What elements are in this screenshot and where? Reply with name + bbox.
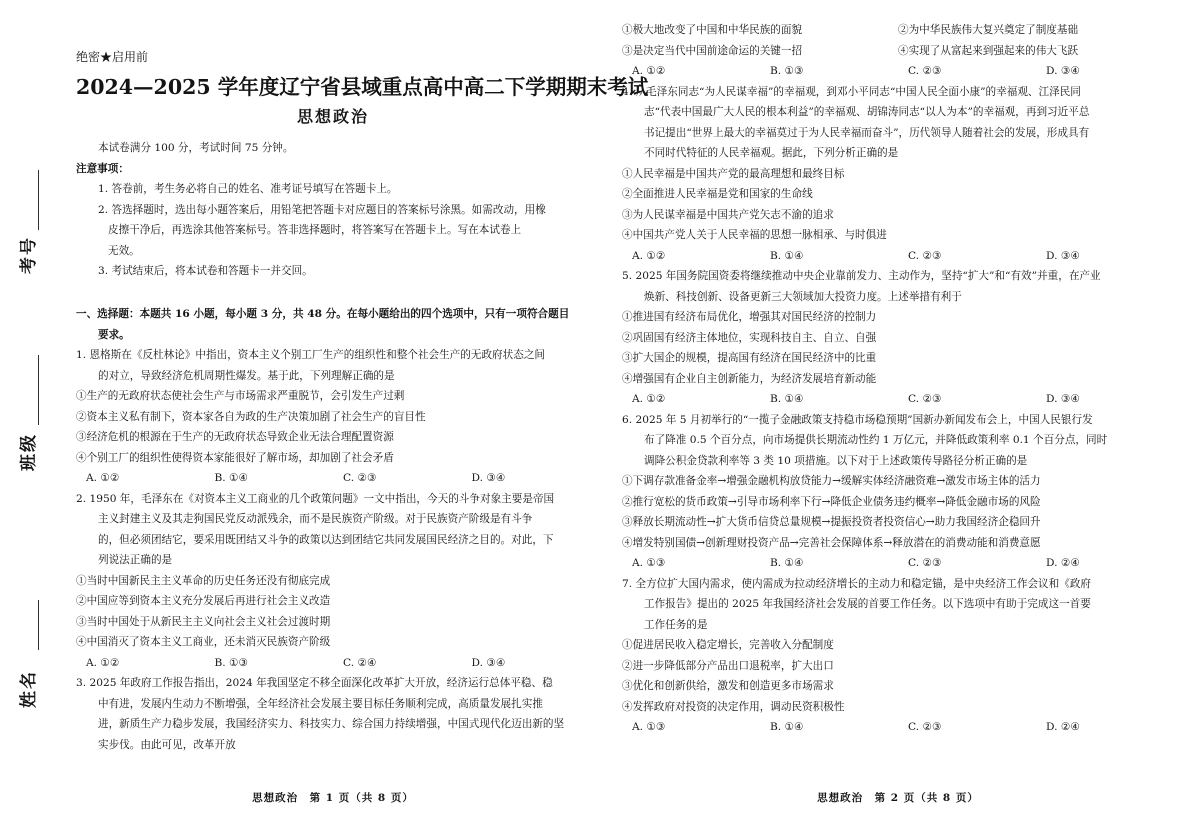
question-item: ③为人民谋幸福是中国共产党矢志不渝的追求 — [622, 208, 834, 221]
question-item: ①下调存款准备金率→增强金融机构放贷能力→缓解实体经济融资难→激发市场主体的活力 — [622, 475, 1041, 487]
question-2 — [76, 489, 590, 674]
option-c: C. ②③ — [908, 557, 942, 569]
question-item: ②为中华民族伟大复兴奠定了制度基础 — [898, 24, 1079, 36]
note-line: 2. 答选择题时，选出每小题答案后，用铅笔把答题卡对应题目的答案标号涂黑。如需改动，用橡 — [98, 203, 546, 216]
note-line: 3. 考试结束后，将本试卷和答题卡一并交回。 — [98, 265, 313, 277]
side-field-exam-number — [14, 170, 74, 290]
question-item: ①当时中国新民主主义革命的历史任务还没有彻底完成 — [76, 574, 331, 587]
side-field-label: 姓名 — [19, 670, 39, 708]
intro-text: 本试卷满分 100 分，考试时间 75 分钟。 — [98, 142, 294, 154]
answer-options — [622, 246, 1174, 267]
question-item: ③当时中国处于从新民主主义向社会主义社会过渡时期 — [76, 615, 331, 628]
exam-title: 2024—2025 学年度辽宁省县域重点高中高二下学期期末考试 — [76, 75, 649, 99]
question-item: ④增发特别国债→创新理财投资产品→完善社会保障体系→释放潜在的消费动能和消费意愿 — [622, 536, 1041, 549]
page-footer: 思想政治 第 2 页（共 8 页） — [817, 792, 979, 804]
question-stem: 4. 从毛泽东同志“为人民谋幸福”的幸福观，到邓小平同志“中国人民全面小康”的幸福观、江泽民同 — [622, 85, 1081, 98]
question-item: ②进一步降低部分产品出口退税率，扩大出口 — [622, 659, 834, 672]
option-a: A. ①② — [632, 393, 666, 405]
question-stem: 3. 2025 年政府工作报告指出，2024 年我国坚定不移全面深化改革扩大开放，经济运行总体平稳、稳 — [76, 677, 553, 689]
question-item: ③经济危机的根源在于生产的无政府状态导致企业无法合理配置资源 — [76, 431, 394, 443]
option-d: D. ③④ — [471, 656, 506, 669]
section-heading: 要求。 — [98, 328, 130, 341]
option-b: B. ①④ — [770, 249, 804, 262]
question-7 — [622, 574, 1174, 738]
side-field-name — [14, 600, 74, 750]
question-item: ②巩固国有经济主体地位，实现科技自主、自立、自强 — [622, 331, 877, 344]
question-stem: 中有进，发展内生动力不断增强，全年经济社会发展主要目标任务顺利完成，高质量发展扎实推 — [98, 697, 543, 710]
question-item: ④中国共产党人关于人民幸福的思想一脉相承、与时俱进 — [622, 229, 887, 241]
question-item: ③优化和创新供给，激发和创造更多市场需求 — [622, 680, 834, 692]
option-d: D. ③④ — [1046, 249, 1080, 262]
page-2 — [600, 0, 1200, 827]
question-5 — [622, 266, 1174, 410]
page-footer: 思想政治 第 1 页（共 8 页） — [252, 792, 414, 804]
answer-options — [76, 468, 590, 489]
option-d: D. ③④ — [1046, 65, 1080, 77]
question-stem: 志“代表中国最广大人民的根本利益”的幸福观、胡锦涛同志“以人为本”的幸福观，再到习近平总 — [644, 106, 1090, 118]
question-stem: 的对立，导致经济危机周期性爆发。基于此，下列理解正确的是 — [98, 369, 395, 382]
option-c: C. ②③ — [908, 249, 942, 262]
question-stem: 2. 1950 年，毛泽东在《对资本主义工商业的几个政策问题》一文中指出，今天的斗争对象主要是帝国 — [76, 492, 555, 505]
instructions — [76, 138, 590, 282]
side-field-line — [38, 355, 39, 425]
answer-options — [76, 653, 590, 674]
option-d: D. ②④ — [1046, 721, 1080, 733]
side-field-class — [14, 355, 74, 505]
question-stem: 工作任务的是 — [644, 618, 708, 631]
question-item: ①生产的无政府状态使社会生产与市场需求严重脱节，会引发生产过剩 — [76, 390, 405, 402]
question-stem: 实步伐。由此可见，改革开放 — [98, 738, 236, 751]
question-item: ④增强国有企业自主创新能力，为经济发展培育新动能 — [622, 372, 877, 385]
answer-options — [622, 389, 1174, 410]
question-item: ③是决定当代中国前途命运的关键一招 — [622, 44, 803, 57]
question-item: ④发挥政府对投资的决定作用，调动民资积极性 — [622, 700, 845, 713]
question-stem: 调降公积金贷款利率等 3 类 10 项措施。以下对于上述政策传导路径分析正确的是 — [644, 454, 1028, 467]
question-stem: 1. 恩格斯在《反杜林论》中指出，资本主义个别工厂生产的组织性和整个社会生产的无政府状态之间 — [76, 349, 546, 361]
question-item: ④中国消灭了资本主义工商业，还未消灭民族资产阶级 — [76, 636, 331, 648]
page-2-flow — [622, 20, 1174, 738]
question-stem: 的，但必须团结它，要采用既团结又斗争的政策以达到团结它共同发展国民经济之目的。对此，下 — [98, 533, 554, 546]
question-4 — [622, 82, 1174, 267]
side-field-label: 班级 — [19, 433, 39, 471]
question-stem: 工作报告》提出的 2025 年我国经济社会发展的首要工作任务。以下选项中有助于完成这一首要 — [644, 598, 1091, 610]
confidential-mark: 绝密★启用前 — [76, 50, 149, 64]
question-stem: 5. 2025 年国务院国资委将继续推动中央企业靠前发力、主动作为，坚持“扩大”和“有效”并重，在产业 — [622, 270, 1101, 282]
option-a: A. ①② — [632, 65, 666, 77]
question-1 — [76, 345, 590, 489]
question-stem: 6. 2025 年 5 月初举行的“一揽子金融政策支持稳市场稳预期”国新办新闻发布会上，中国人民银行发 — [622, 413, 1093, 426]
option-c: C. ②③ — [908, 721, 942, 733]
question-item: ①人民幸福是中国共产党的最高理想和最终目标 — [622, 167, 845, 180]
option-b: B. ①④ — [770, 557, 804, 569]
question-item: ①极大地改变了中国和中华民族的面貌 — [622, 24, 803, 36]
question-item-row — [622, 41, 1174, 62]
option-a: A. ①③ — [632, 557, 666, 569]
option-c: C. ②③ — [343, 472, 377, 484]
option-c: C. ②③ — [908, 393, 942, 405]
note-line: 1. 答卷前，考生务必将自己的姓名、准考证号填写在答题卡上。 — [98, 183, 398, 195]
note-line: 无效。 — [108, 244, 140, 257]
question-item: ③扩大国企的规模，提高国有经济在国民经济中的比重 — [622, 352, 877, 364]
section-heading: 一、选择题：本题共 16 小题，每小题 3 分，共 48 分。在每小题给出的四个选项中，只有一项符合题目 — [76, 308, 570, 320]
question-item: ③释放长期流动性→扩大货币信贷总量规模→提振投资者投资信心→助力我国经济企稳回升 — [622, 516, 1041, 528]
option-c: C. ②③ — [908, 65, 942, 77]
option-d: D. ③④ — [1046, 393, 1080, 405]
question-stem: 进，新质生产力稳步发展，我国经济实力、科技实力、综合国力持续增强，中国式现代化迈出新的坚 — [98, 718, 565, 730]
answer-options — [622, 717, 1174, 738]
option-b: B. ①④ — [214, 472, 249, 484]
option-a: A. ①③ — [632, 721, 666, 733]
question-3-continued — [622, 20, 1174, 82]
binding-margin — [0, 0, 76, 827]
question-item: ②中国应等到资本主义充分发展后再进行社会主义改造 — [76, 595, 331, 607]
notes-heading: 注意事项： — [76, 162, 129, 175]
question-stem: 列说法正确的是 — [98, 554, 173, 566]
question-item: ②全面推进人民幸福是党和国家的生命线 — [622, 188, 813, 200]
question-item: ④个别工厂的组织性使得资本家能很好了解市场，却加剧了社会矛盾 — [76, 451, 394, 464]
question-stem: 主义封建主义及其走狗国民党反动派残余，而不是民族资产阶级。对于民族资产阶级是有斗争 — [98, 513, 533, 525]
option-b: B. ①③ — [214, 656, 249, 669]
question-stem: 不同时代特征的人民幸福观。据此，下列分析正确的是 — [644, 147, 899, 159]
question-stem: 7. 全方位扩大国内需求，使内需成为拉动经济增长的主动力和稳定锚，是中央经济工作会议和《政府 — [622, 577, 1092, 590]
option-b: B. ①④ — [770, 393, 804, 405]
question-item-row — [622, 20, 1174, 41]
side-field-line — [38, 600, 39, 650]
question-stem: 书记提出“世界上最大的幸福莫过于为人民幸福而奋斗”，历代领导人随着社会的发展，形成具有 — [644, 126, 1090, 139]
option-a: A. ①② — [86, 656, 120, 669]
question-item: ②资本主义私有制下，资本家各自为政的生产决策加剧了社会生产的盲目性 — [76, 410, 426, 423]
question-item: ②推行宽松的货币政策→引导市场利率下行→降低企业债务违约概率→降低金融市场的风险 — [622, 495, 1041, 508]
option-b: B. ①④ — [770, 721, 804, 733]
side-field-label: 考号 — [19, 236, 39, 274]
question-item: ①推进国有经济布局优化，增强其对国民经济的控制力 — [622, 311, 877, 323]
question-item: ①促进居民收入稳定增长，完善收入分配制度 — [622, 639, 834, 651]
note-line: 皮擦干净后，再选涂其他答案标号。答非选择题时，将答案写在答题卡上。写在本试卷上 — [108, 224, 522, 236]
option-b: B. ①③ — [770, 65, 804, 77]
option-a: A. ①② — [632, 249, 666, 262]
option-c: C. ②④ — [343, 656, 377, 669]
question-stem: 焕新、科技创新、设备更新三大领域加大投资力度。上述举措有利于 — [644, 290, 962, 303]
answer-options — [622, 553, 1174, 574]
option-d: D. ③④ — [471, 472, 506, 484]
question-stem: 布了降准 0.5 个百分点，向市场提供长期流动性约 1 万亿元，并降低政策利率 0.1 个百分点，同时 — [644, 434, 1108, 446]
section-1 — [76, 304, 590, 755]
page-2-content — [622, 0, 1174, 827]
option-d: D. ②④ — [1046, 557, 1080, 569]
subject-title: 思想政治 — [296, 107, 369, 126]
question-item: ④实现了从富起来到强起来的伟大飞跃 — [898, 44, 1079, 57]
answer-options — [622, 61, 1174, 82]
option-a: A. ①② — [86, 472, 120, 484]
question-6 — [622, 410, 1174, 574]
question-3 — [76, 673, 590, 755]
side-field-line — [38, 170, 39, 230]
